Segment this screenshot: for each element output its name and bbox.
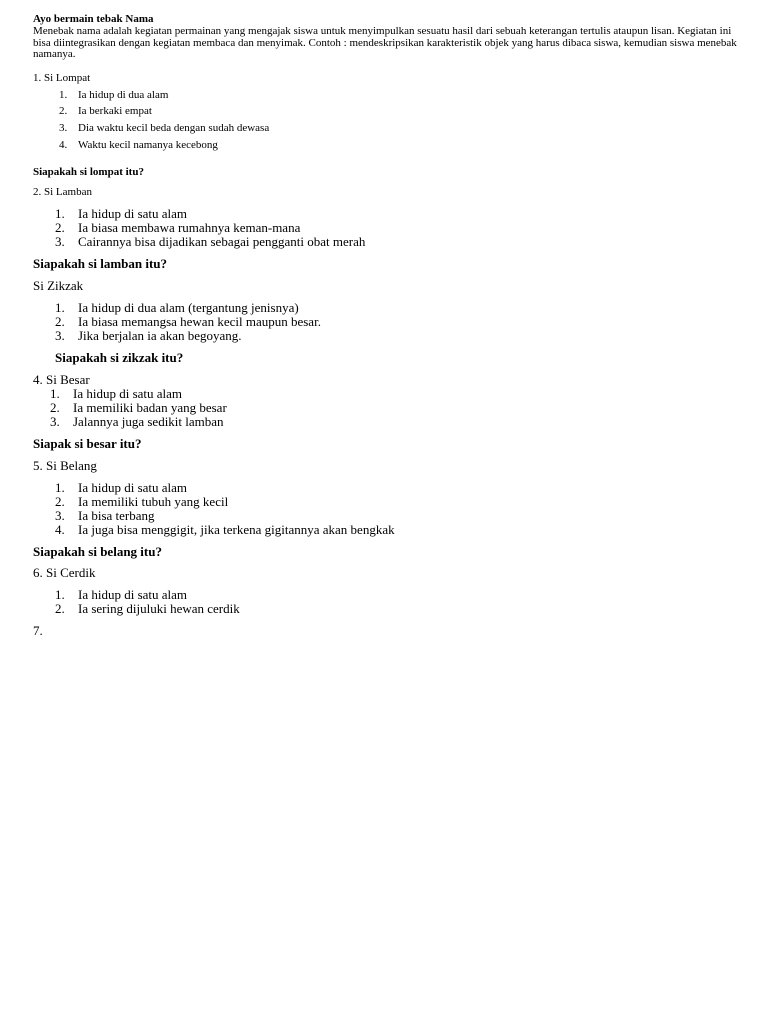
list-item: Ia memiliki tubuh yang kecil <box>78 494 229 509</box>
list-item: Jika berjalan ia akan begoyang. <box>78 328 242 343</box>
list-item-number: 3. <box>50 414 60 429</box>
list-item-number: 2. <box>55 494 65 509</box>
section-5-question: Siapakah si belang itu? <box>33 544 162 559</box>
section-4-question: Siapak si besar itu? <box>33 436 142 451</box>
list-item: Waktu kecil namanya kecebong <box>78 139 218 151</box>
list-item-number: 2. <box>55 220 65 235</box>
list-item-number: 1. <box>50 386 60 401</box>
list-item-number: 1. <box>55 300 65 315</box>
list-item-number: 4. <box>55 522 65 537</box>
list-item-number: 3. <box>59 122 68 134</box>
section-7-heading: 7. <box>33 623 43 638</box>
intro-paragraph: Menebak nama adalah kegiatan permainan yang mengajak siswa untuk menyimpulkan sesuatu hasil dari sebuah keterangan tertulis ataupun lisan. Kegiatan ini bisa diintegrasikan dengan kegiatan membaca dan menyimak. Contoh : mendeskripsikan karakteristik objek yang harus dibaca siswa, kemudian siswa menebak namanya. <box>33 25 737 60</box>
list-item: Ia biasa memangsa hewan kecil maupun besar. <box>78 314 321 329</box>
section-1-question: Siapakah si lompat itu? <box>33 166 144 178</box>
list-item-number: 1. <box>59 89 68 101</box>
section-5-heading: 5. Si Belang <box>33 458 97 473</box>
list-item-number: 2. <box>50 400 60 415</box>
list-item-number: 3. <box>55 234 65 249</box>
section-1-heading: 1. Si Lompat <box>33 72 91 84</box>
section-3-heading: Si Zikzak <box>33 278 84 293</box>
section-2-question: Siapakah si lamban itu? <box>33 256 168 271</box>
list-item-number: 3. <box>55 508 65 523</box>
list-item: Ia hidup di dua alam <box>78 89 169 101</box>
section-2-heading: 2. Si Lamban <box>33 186 92 198</box>
doc-title: Ayo bermain tebak Nama <box>33 13 154 25</box>
list-item-number: 4. <box>59 139 68 151</box>
list-item: Ia bisa terbang <box>78 508 155 523</box>
list-item: Ia memiliki badan yang besar <box>73 400 227 415</box>
list-item-number: 1. <box>55 587 65 602</box>
list-item: Jalannya juga sedikit lamban <box>73 414 224 429</box>
section-3-question: Siapakah si zikzak itu? <box>55 350 184 365</box>
list-item: Ia hidup di satu alam <box>78 206 188 221</box>
list-item-number: 1. <box>55 206 65 221</box>
list-item-number: 2. <box>55 314 65 329</box>
list-item-number: 3. <box>55 328 65 343</box>
list-item-number: 2. <box>55 601 65 616</box>
list-item: Ia hidup di satu alam <box>73 386 183 401</box>
list-item: Cairannya bisa dijadikan sebagai pengganti obat merah <box>78 234 366 249</box>
section-6-heading: 6. Si Cerdik <box>33 565 96 580</box>
list-item: Dia waktu kecil beda dengan sudah dewasa <box>78 122 270 134</box>
list-item: Ia hidup di satu alam <box>78 480 188 495</box>
list-item-number: 2. <box>59 105 68 117</box>
list-item: Ia hidup di satu alam <box>78 587 188 602</box>
list-item: Ia hidup di dua alam (tergantung jenisnya) <box>78 300 299 315</box>
list-item: Ia berkaki empat <box>78 105 152 117</box>
list-item: Ia juga bisa menggigit, jika terkena gigitannya akan bengkak <box>78 522 395 537</box>
list-item-number: 1. <box>55 480 65 495</box>
list-item: Ia biasa membawa rumahnya keman-mana <box>78 220 301 235</box>
list-item: Ia sering dijuluki hewan cerdik <box>78 601 240 616</box>
section-4-heading: 4. Si Besar <box>33 372 90 387</box>
